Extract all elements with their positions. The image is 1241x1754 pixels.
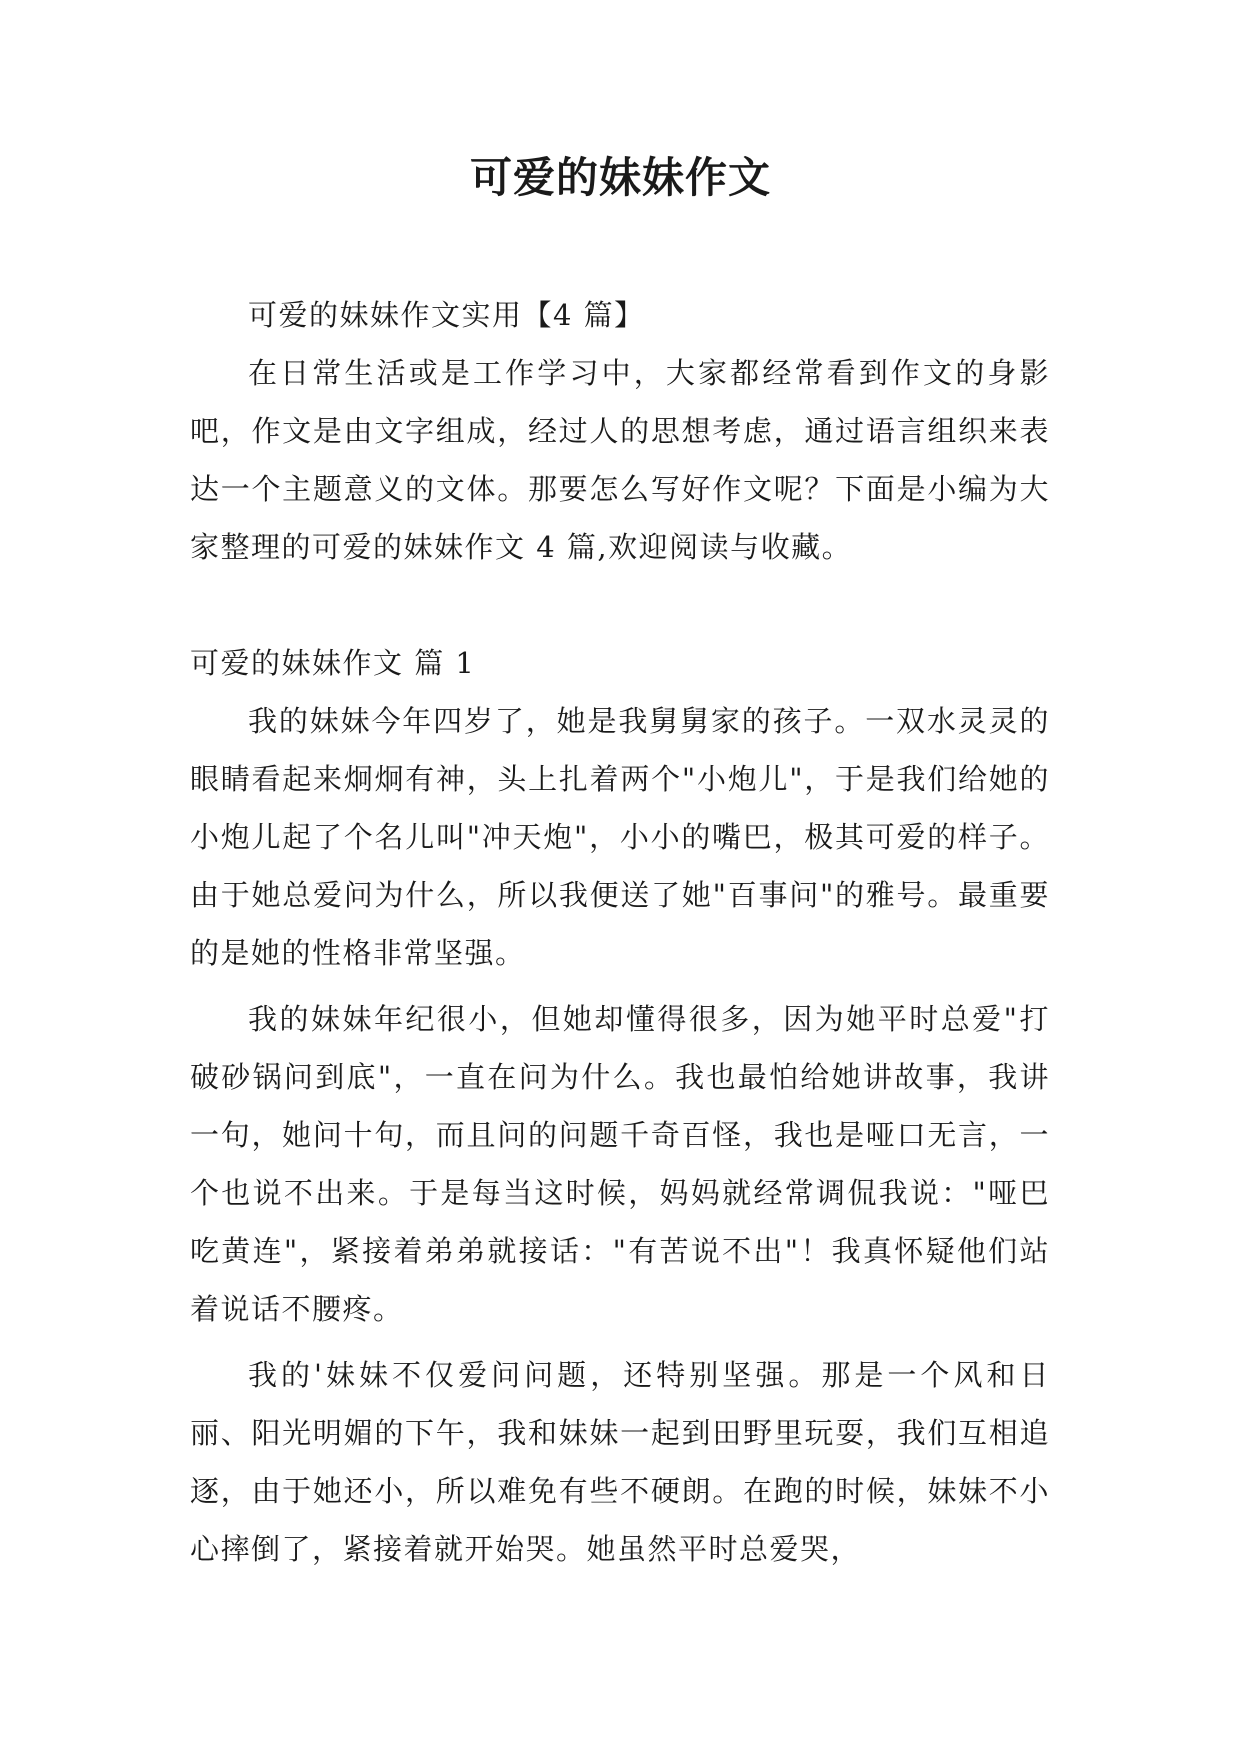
section-heading-1: 可爱的妹妹作文 篇 1 <box>190 646 476 680</box>
intro-paragraph: 在日常生活或是工作学习中，大家都经常看到作文的身影吧，作文是由文字组成，经过人的思想考虑，通过语言组织来表达一个主题意义的文体。那要怎么写好作文呢？下面是小编为大家整理的可爱的妹妹作文 4 篇,欢迎阅读与收藏。 <box>190 356 1050 564</box>
document-subtitle: 可爱的妹妹作文实用【4 篇】 <box>248 298 645 332</box>
document-body <box>190 286 1050 1578</box>
essay-1-paragraph: 我的妹妹年纪很小，但她却懂得很多，因为她平时总爱"打破砂锅问到底"，一直在问为什么。我也最怕给她讲故事，我讲一句，她问十句，而且问的问题千奇百怪，我也是哑口无言，一个也说不出来。于是每当这时候，妈妈就经常调侃我说："哑巴吃黄连"，紧接着弟弟就接话："有苦说不出"！我真怀疑他们站着说话不腰疼。 <box>190 1002 1050 1326</box>
essay-1-paragraph: 我的妹妹今年四岁了，她是我舅舅家的孩子。一双水灵灵的眼睛看起来炯炯有神，头上扎着两个"小炮儿"，于是我们给她的小炮儿起了个名儿叫"冲天炮"，小小的嘴巴，极其可爱的样子。由于她总爱问为什么，所以我便送了她"百事问"的雅号。最重要的是她的性格非常坚强。 <box>190 704 1050 970</box>
essay-1-paragraph: 我的'妹妹不仅爱问问题，还特别坚强。那是一个风和日丽、阳光明媚的下午，我和妹妹一起到田野里玩耍，我们互相追逐，由于她还小，所以难免有些不硬朗。在跑的时候，妹妹不小心摔倒了，紧接着就开始哭。她虽然平时总爱哭， <box>190 1358 1050 1566</box>
document-title: 可爱的妹妹作文 <box>469 153 771 202</box>
